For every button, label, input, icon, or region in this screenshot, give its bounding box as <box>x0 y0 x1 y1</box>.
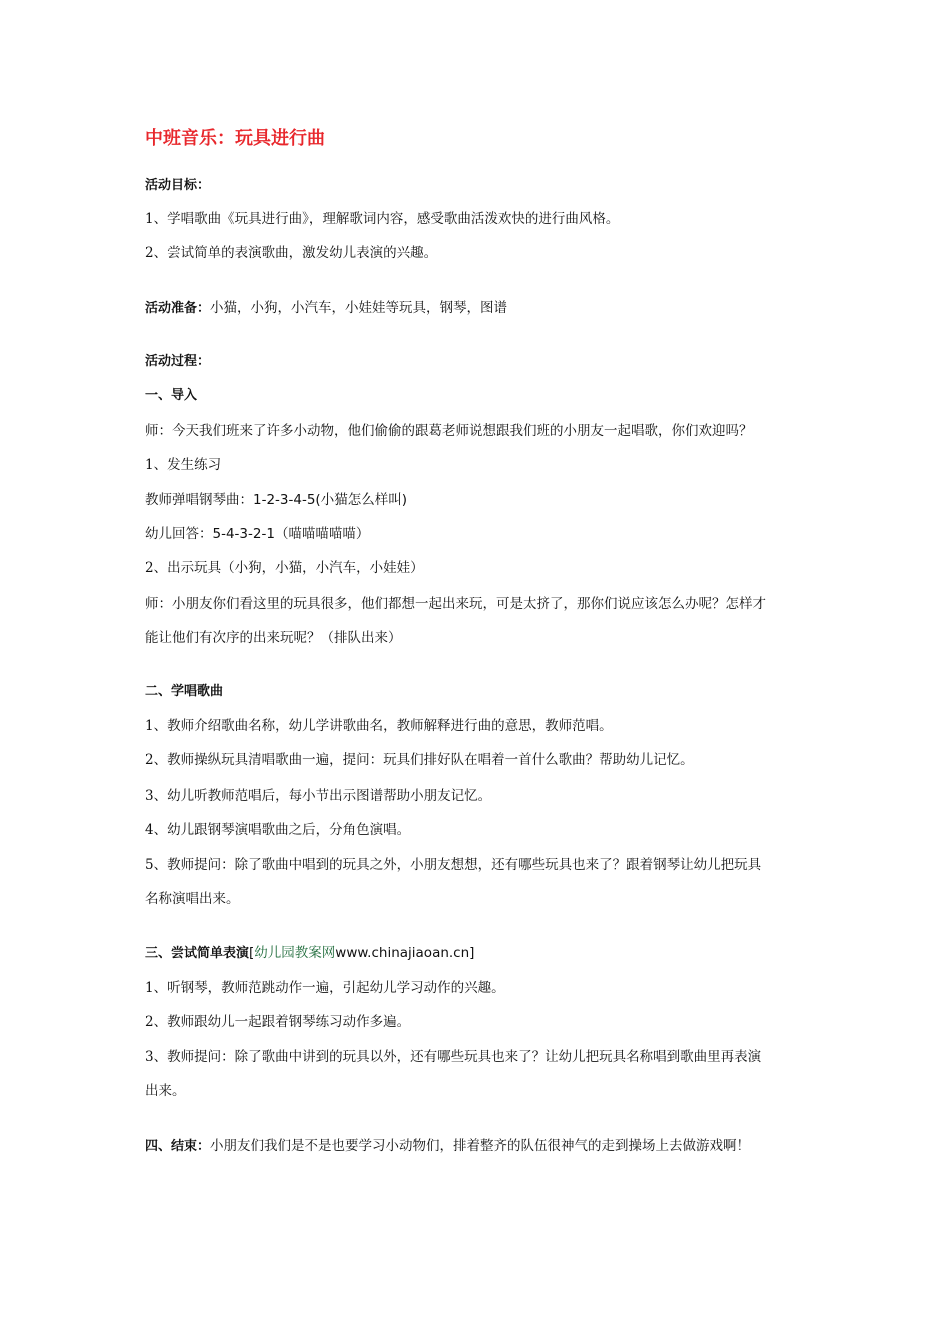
section-3-heading: 三、尝试简单表演 <box>145 946 250 961</box>
bracket-open: [ <box>249 945 255 961</box>
answer-label: 幼儿回答： <box>145 526 213 542</box>
piano-notes: 1-2-3-4-5( <box>253 492 321 508</box>
piano-paren-close: ) <box>401 492 407 508</box>
page-title: 中班音乐：玩具进行曲 <box>145 128 325 149</box>
site-url-link[interactable]: www.chinajiaoan.cn <box>335 945 470 961</box>
section-3-line-1: 1、听钢琴，教师范跳动作一遍，引起幼儿学习动作的兴趣。 <box>145 980 505 996</box>
bracket-close: ] <box>469 945 475 961</box>
section-2-heading: 二、学唱歌曲 <box>145 684 224 699</box>
goal-item-2: 2、尝试简单的表演歌曲，激发幼儿表演的兴趣。 <box>145 245 438 261</box>
section-1-line-6: 师：小朋友你们看这里的玩具很多，他们都想一起出来玩，可是太挤了，那你们说应该怎么办呢？怎样才 <box>145 596 766 612</box>
section-4-text: 小朋友们我们是不是也要学习小动物们，排着整齐的队伍很神气的走到操场上去做游戏啊！ <box>210 1138 751 1154</box>
section-2-line-3: 3、幼儿听教师范唱后，每小节出示图谱帮助小朋友记忆。 <box>145 788 492 804</box>
section-3-line-3: 3、教师提问：除了歌曲中讲到的玩具以外，还有哪些玩具也来了？让幼儿把玩具名称唱到歌曲里再表演 <box>145 1049 762 1065</box>
prep-text: 小猫，小狗，小汽车，小娃娃等玩具，钢琴，图谱 <box>210 300 508 316</box>
piano-note-text: 小猫怎么样叫 <box>320 492 402 508</box>
section-1-line-1: 师：今天我们班来了许多小动物，他们偷偷的跟葛老师说想跟我们班的小朋友一起唱歌，你们欢迎吗？ <box>145 423 753 439</box>
section-2-line-2: 2、教师操纵玩具清唱歌曲一遍，提问：玩具们排好队在唱着一首什么歌曲？帮助幼儿记忆。 <box>145 752 694 768</box>
prep-heading: 活动准备： <box>145 301 211 316</box>
answer-notes: 5-4-3-2-1 <box>212 526 275 542</box>
goal-item-1: 1、学唱歌曲《玩具进行曲》，理解歌词内容，感受歌曲活泼欢快的进行曲风格。 <box>145 211 620 227</box>
section-4-line <box>145 1135 810 1158</box>
section-1-line-2: 1、发生练习 <box>145 457 222 473</box>
section-2-line-4: 4、幼儿跟钢琴演唱歌曲之后，分角色演唱。 <box>145 822 411 838</box>
prep-line <box>145 297 810 320</box>
section-4-heading: 四、结束： <box>145 1139 211 1154</box>
answer-text: （喵喵喵喵喵） <box>274 526 370 542</box>
section-2-line-5: 5、教师提问：除了歌曲中唱到的玩具之外，小朋友想想，还有哪些玩具也来了？跟着钢琴让幼儿把玩具 <box>145 857 762 873</box>
process-heading: 活动过程： <box>145 354 211 369</box>
section-2-line-1: 1、教师介绍歌曲名称，幼儿学讲歌曲名，教师解释进行曲的意思，教师范唱。 <box>145 718 613 734</box>
section-1-heading: 一、导入 <box>145 388 198 403</box>
section-3-line-2: 2、教师跟幼儿一起跟着钢琴练习动作多遍。 <box>145 1014 411 1030</box>
section-2-line-6: 名称演唱出来。 <box>145 891 240 907</box>
section-1-line-5: 2、出示玩具（小狗，小猫，小汽车，小娃娃） <box>145 560 424 576</box>
site-name-link[interactable]: 幼儿园教案网 <box>254 945 336 961</box>
section-3-line-4: 出来。 <box>145 1083 186 1099</box>
section-1-line-3 <box>145 489 810 511</box>
section-1-line-4 <box>145 523 810 545</box>
piano-label: 教师弹唱钢琴曲： <box>145 492 253 508</box>
section-3-heading-line <box>145 942 810 965</box>
goals-heading: 活动目标： <box>145 178 211 193</box>
section-1-line-7: 能让他们有次序的出来玩呢？（排队出来） <box>145 630 402 646</box>
